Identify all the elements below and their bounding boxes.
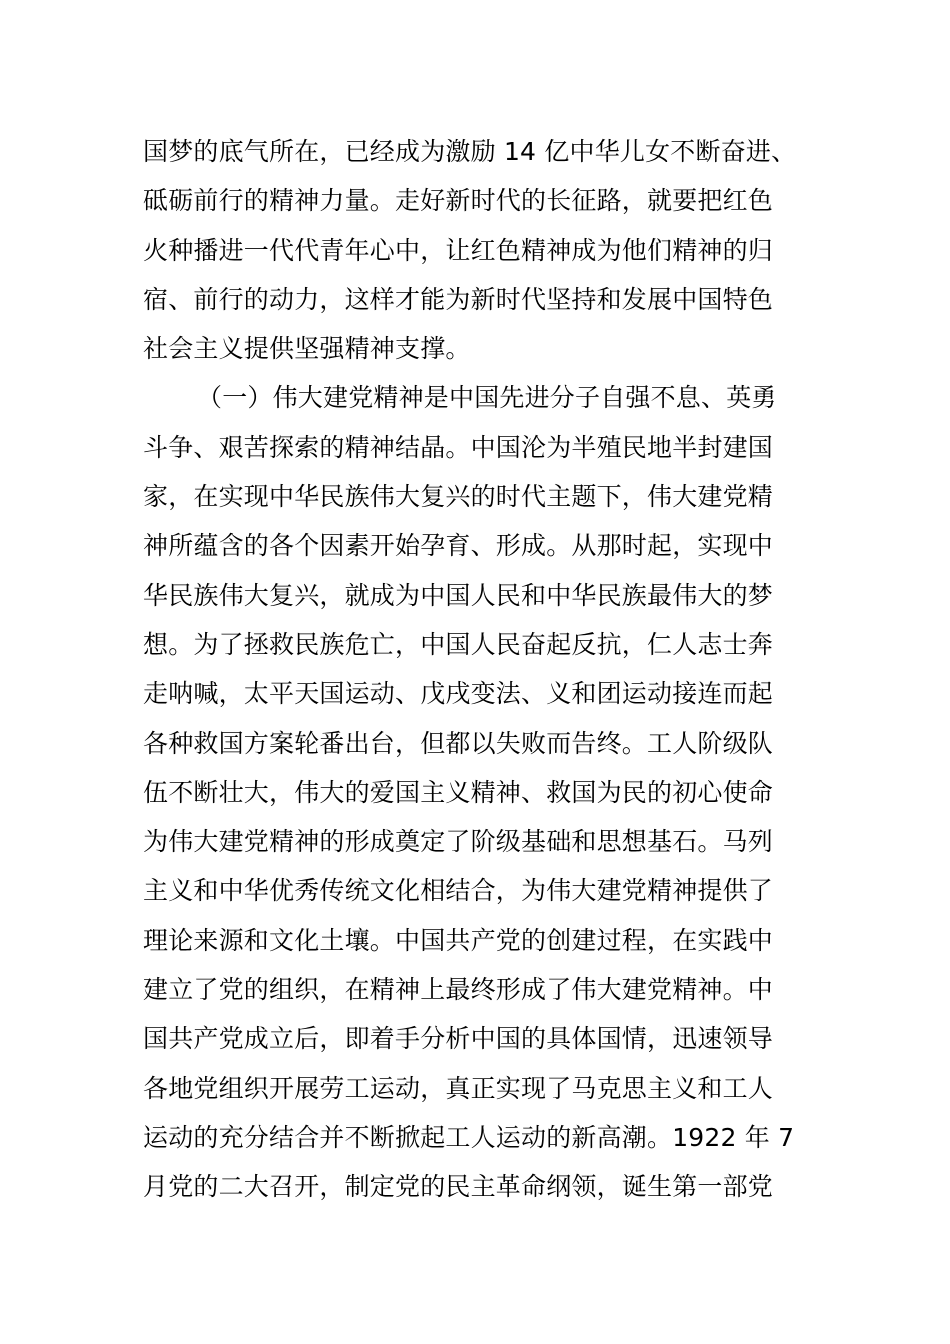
text-line: 月党的二大召开，制定党的民主革命纲领，诞生第一部党 bbox=[143, 1172, 774, 1202]
text-line: 为伟大建党精神的形成奠定了阶级基础和思想基石。马列 bbox=[143, 827, 774, 857]
text-line: 想。为了拯救民族危亡，中国人民奋起反抗，仁人志士奔 bbox=[143, 629, 774, 659]
text-line: 社会主义提供坚强精神支撑。 bbox=[143, 334, 471, 364]
text-line: 家，在实现中华民族伟大复兴的时代主题下，伟大建党精 bbox=[143, 482, 774, 512]
text-line: 国共产党成立后，即着手分析中国的具体国情，迅速领导 bbox=[143, 1024, 774, 1054]
text-line: 运动的充分结合并不断掀起工人运动的新高潮。1922 年 7 bbox=[143, 1122, 795, 1152]
section-heading-line: （一）伟大建党精神是中国先进分子自强不息、英勇 bbox=[197, 383, 777, 413]
text-line: 走呐喊，太平天国运动、戊戌变法、义和团运动接连而起 bbox=[143, 679, 774, 709]
text-line: 华民族伟大复兴，就成为中国人民和中华民族最伟大的梦 bbox=[143, 580, 774, 610]
text-line: 火种播进一代代青年心中，让红色精神成为他们精神的归 bbox=[143, 235, 774, 265]
text-line: 理论来源和文化土壤。中国共产党的创建过程，在实践中 bbox=[143, 925, 774, 955]
text-line: 各种救国方案轮番出台，但都以失败而告终。工人阶级队 bbox=[143, 728, 774, 758]
text-line: 主义和中华优秀传统文化相结合，为伟大建党精神提供了 bbox=[143, 876, 774, 906]
text-line: 神所蕴含的各个因素开始孕育、形成。从那时起，实现中 bbox=[143, 531, 774, 561]
text-line: 砥砺前行的精神力量。走好新时代的长征路，就要把红色 bbox=[143, 186, 774, 216]
text-line: 国梦的底气所在，已经成为激励 14 亿中华儿女不断奋进、 bbox=[143, 137, 797, 166]
text-line: 斗争、艰苦探索的精神结晶。中国沦为半殖民地半封建国 bbox=[143, 432, 774, 462]
text-line: 伍不断壮大，伟大的爱国主义精神、救国为民的初心使命 bbox=[143, 777, 774, 807]
text-line: 建立了党的组织，在精神上最终形成了伟大建党精神。中 bbox=[143, 975, 774, 1005]
text-line: 各地党组织开展劳工运动，真正实现了马克思主义和工人 bbox=[143, 1073, 774, 1103]
text-line: 宿、前行的动力，这样才能为新时代坚持和发展中国特色 bbox=[143, 284, 774, 314]
body-text bbox=[143, 127, 823, 1212]
